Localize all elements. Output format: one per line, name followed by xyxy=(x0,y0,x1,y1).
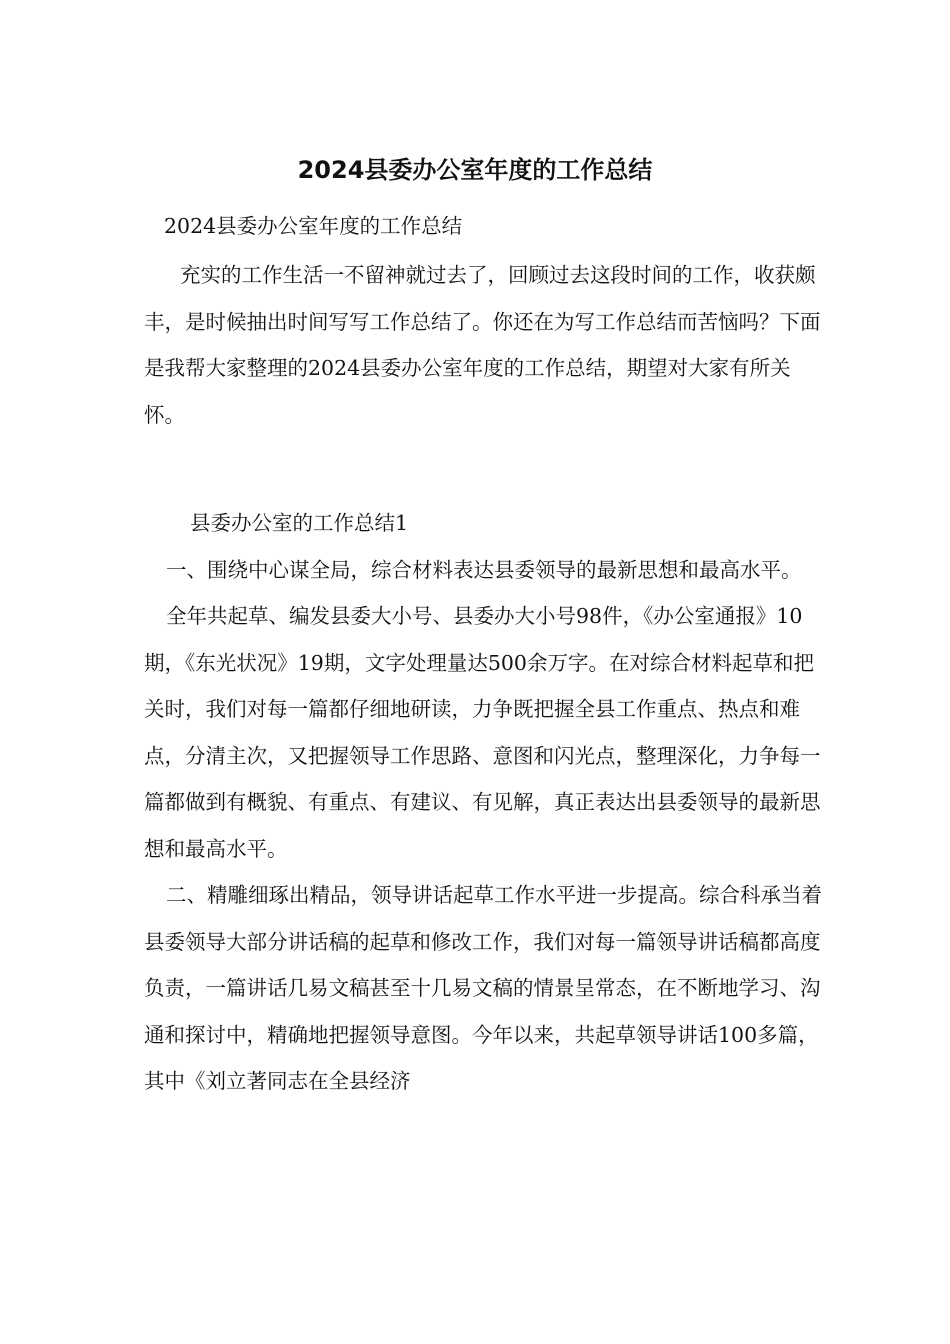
section-heading: 县委办公室的工作总结1 xyxy=(190,511,409,535)
paragraph-3: 二、精雕细琢出精品，领导讲话起草工作水平进一步提高。综合科承当着县委领导大部分讲话稿的起草和修改工作，我们对每一篇领导讲话稿都高度负责，一篇讲话几易文稿甚至十几易文稿的情景呈常态，在不断地学习、沟通和探讨中，精确地把握领导意图。今年以来，共起草领导讲话100多篇，其中《刘立著同志在全县经济 xyxy=(144,883,822,1093)
document-subtitle: 2024县委办公室年度的工作总结 xyxy=(164,214,463,238)
main-content xyxy=(144,500,824,1105)
paragraph-1: 一、围绕中心谋全局，综合材料表达县委领导的最新思想和最高水平。 xyxy=(166,557,802,582)
intro-paragraph: 充实的工作生活一不留神就过去了，回顾过去这段时间的工作，收获颇丰，是时候抽出时间写写工作总结了。你还在为写工作总结而苦恼吗？下面是我帮大家整理的2024县委办公室年度的工作总结，期望对大家有所关怀。 xyxy=(144,263,821,427)
intro-block xyxy=(144,252,824,438)
document-title: 2024县委办公室年度的工作总结 xyxy=(297,156,653,184)
paragraph-2: 全年共起草、编发县委大小号、县委办大小号98件，《办公室通报》10期，《东光状况》19期，文字处理量达500余万字。在对综合材料起草和把关时，我们对每一篇都仔细地研读，力争既把握全县工作重点、热点和难点，分清主次，又把握领导工作思路、意图和闪光点，整理深化，力争每一篇都做到有概貌、有重点、有建议、有见解，真正表达出县委领导的最新思想和最高水平。 xyxy=(144,604,821,861)
